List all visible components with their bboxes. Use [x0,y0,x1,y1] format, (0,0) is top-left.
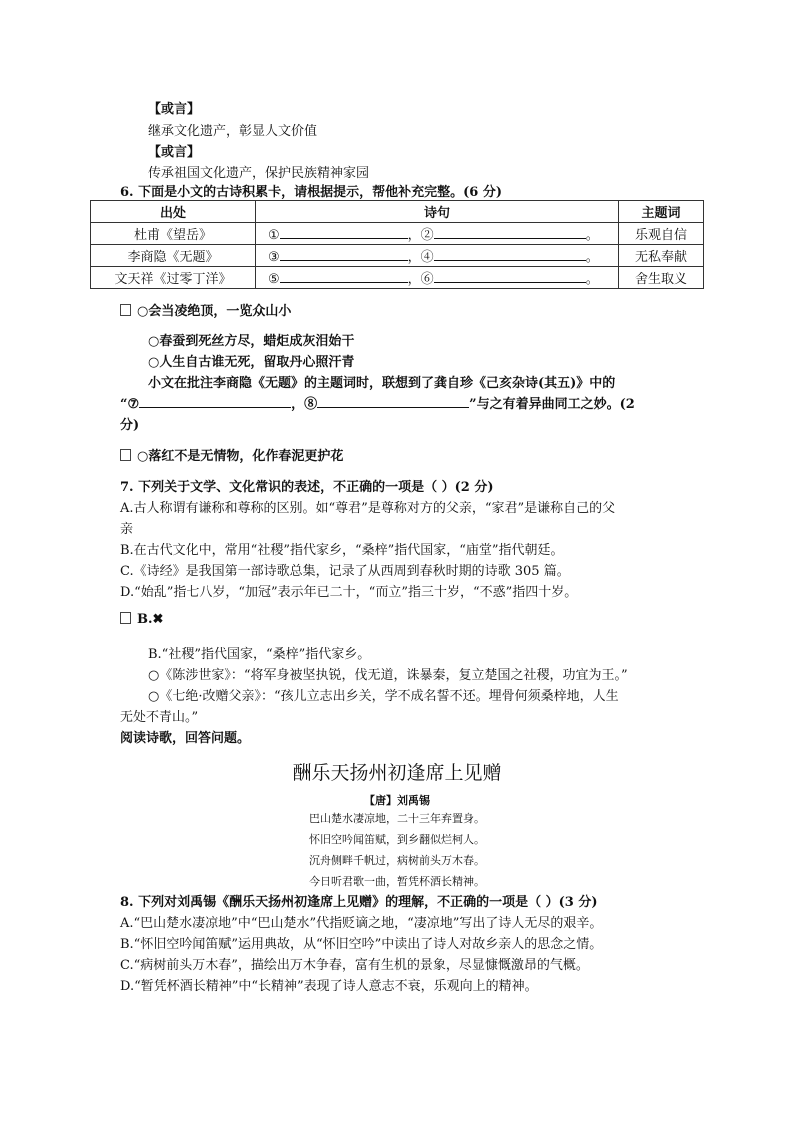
explanation-line: ○《陈涉世家》：“将军身被坚执锐，伐无道，诛暴秦，复立楚国之社稷，功宜为王。” [148,668,628,683]
answer-box-icon [120,612,131,624]
option-a: A.“巴山楚水凄凉地”中“巴山楚水”代指贬谪之地，“凄凉地”写出了诗人无尽的艰辛。 [120,916,603,931]
row-source: 李商隐《无题》 [91,245,256,267]
table-header-row [91,201,704,223]
answer-blank[interactable] [139,395,291,408]
row-source: 杜甫《望岳》 [91,223,256,245]
row-topic: 乐观自信 [619,223,704,245]
blank-marker: ，⑧ [291,397,318,412]
punct: ， [407,228,421,243]
answer-blank[interactable] [434,226,586,239]
answer-blank[interactable] [280,248,408,261]
row-topic: 无私奉献 [619,245,704,267]
table-row [91,245,704,267]
punct: 。 [585,250,599,265]
answer-text: ○落红不是无情物，化作春泥更护花 [137,449,344,464]
header-topic: 主题词 [619,201,704,223]
answer-blank[interactable] [280,270,408,283]
blank-marker: ③ [268,250,280,265]
poem-title: 酬乐天扬州初逢席上见赠 [292,762,502,784]
verse-cell [256,223,619,245]
option-a-cont: 亲 [120,522,134,537]
option-c: C.“病树前头万木春”，描绘出万木争春，富有生机的景象，尽显慷慨激昂的气概。 [120,958,589,973]
blank-marker: ⑥ [420,272,434,287]
option-c: C.《诗经》是我国第一部诗歌总集，记录了从西周到春秋时期的诗歌 305 篇。 [120,564,570,579]
reading-instruction: 阅读诗歌，回答问题。 [120,731,251,746]
blank-marker: ② [420,228,434,243]
poem-author: 【唐】刘禹锡 [364,794,430,807]
row-topic: 舍生取义 [619,267,704,289]
text-line: 分) [120,418,140,433]
answer-text: ○会当凌绝顶，一览众山小 [137,304,292,319]
answer-text: B.✖ [137,612,164,627]
option-d: D.“暂凭杯酒长精神”中“长精神”表现了诗人意志不衰，乐观向上的精神。 [120,979,538,994]
option-d: D.“始乱”指七八岁，“加冠”表示年已二十，“而立”指三十岁，“不惑”指四十岁。 [120,585,578,600]
poem-card-table [90,200,704,289]
blank-marker: ④ [420,250,434,265]
answer-line [120,612,163,627]
question-6-fill-line [120,393,635,412]
table-row [91,267,704,289]
explanation-line: ○《七绝·改赠父亲》：“孩儿立志出乡关，学不成名誓不还。埋骨何须桑梓地，人生 [148,689,619,704]
heading-huoyan-2: 【或言】 [148,145,201,160]
question-6-continuation: 小文在批注李商隐《无题》的主题词时，联想到了龚自珍《己亥杂诗(其五)》中的 [148,376,616,391]
row-source: 文天祥《过零丁洋》 [91,267,256,289]
text-line: 传承祖国文化遗产，保护民族精神家园 [148,166,370,181]
explanation-line: 无处不青山。” [120,710,199,725]
option-a: A.古人称谓有谦称和尊称的区别。如“尊君”是尊称对方的父亲，“家君”是谦称自己的父 [120,501,616,516]
answer-line [120,300,291,319]
question-7-stem: 7. 下列关于文学、文化常识的表述，不正确的一项是（ ）(2 分) [120,480,494,495]
blank-marker: ⑤ [268,272,280,287]
answer-line [120,445,343,464]
option-b: B.“怀旧空吟闻笛赋”运用典故，从“怀旧空吟”中读出了诗人对故乡亲人的思念之情。 [120,937,603,952]
poem-line: 怀旧空吟闻笛赋，到乡翻似烂柯人。 [309,833,485,846]
answer-box-icon [120,304,131,316]
answer-box-icon [120,449,131,461]
blank-marker: ① [268,228,280,243]
heading-huoyan-1: 【或言】 [148,102,201,117]
header-verse: 诗句 [256,201,619,223]
verse-cell [256,245,619,267]
poem-line: 今日听君歌一曲，暂凭杯酒长精神。 [309,875,485,888]
question-6-stem: 6. 下面是小文的古诗积累卡，请根据提示，帮他补充完整。(6 分) [120,185,502,200]
punct: 。 [585,272,599,287]
answer-line: ○人生自古谁无死，留取丹心照汗青 [148,355,355,370]
table-row [91,223,704,245]
text: ”与之有着异曲同工之妙。(2 [469,397,635,412]
answer-blank[interactable] [317,395,469,408]
verse-cell [256,267,619,289]
poem-line: 沉舟侧畔千帆过，病树前头万木春。 [309,854,485,867]
poem-line: 巴山楚水凄凉地，二十三年弃置身。 [309,812,485,825]
option-b: B.在古代文化中，常用“社稷”指代家乡，“桑梓”指代国家，“庙堂”指代朝廷。 [120,543,564,558]
text-line: 继承文化遗产，彰显人文价值 [148,124,318,139]
punct: 。 [585,228,599,243]
header-source: 出处 [91,201,256,223]
explanation-line: B.“社稷”指代国家，“桑梓”指代家乡。 [148,647,371,662]
answer-blank[interactable] [434,270,586,283]
answer-blank[interactable] [280,226,408,239]
punct: ， [407,272,421,287]
blank-marker: “⑦ [120,397,140,412]
answer-blank[interactable] [434,248,586,261]
answer-line: ○春蚕到死丝方尽，蜡炬成灰泪始干 [148,334,355,349]
question-8-stem: 8. 下列对刘禹锡《酬乐天扬州初逢席上见赠》的理解，不正确的一项是（ ）(3 分) [120,895,598,910]
punct: ， [407,250,421,265]
